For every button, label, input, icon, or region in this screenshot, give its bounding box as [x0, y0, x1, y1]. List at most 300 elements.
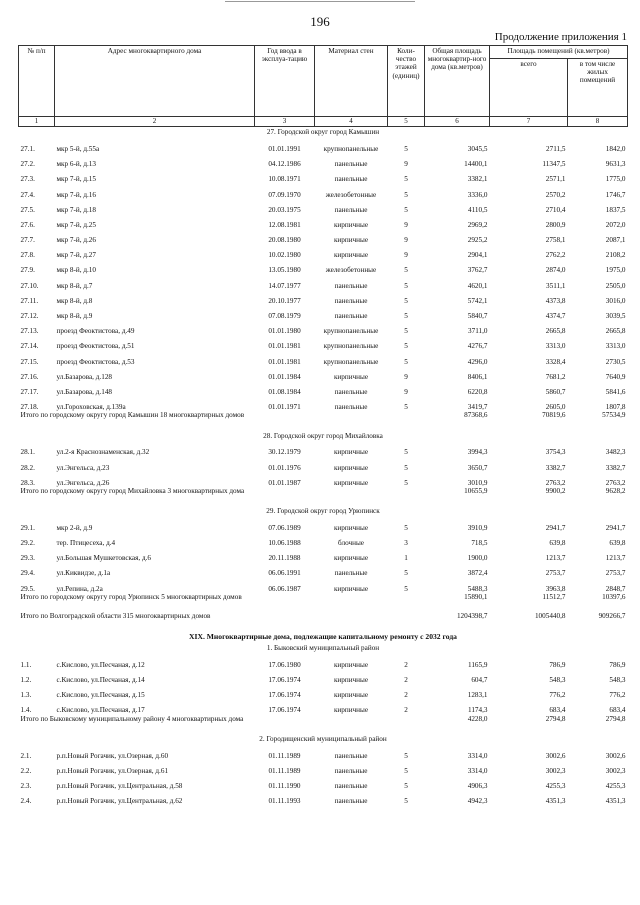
section-title: 2. Городищенский муниципальный район — [259, 735, 387, 744]
section-title-row — [19, 506, 628, 517]
total-area: 10655,9 — [464, 486, 488, 495]
row-premises-all: 11347,5 — [542, 160, 566, 169]
row-number: 27.16. — [20, 372, 39, 381]
continuation-note: Продолжение приложения 1 — [494, 31, 627, 43]
row-premises-all: 2605,0 — [545, 403, 566, 412]
row-material: кирпичные — [333, 463, 369, 472]
row-premises-residential: 2087,1 — [605, 236, 626, 245]
row-year: 01.11.1990 — [268, 781, 301, 790]
row-number: 27.4. — [20, 190, 35, 199]
row-floors: 2 — [404, 706, 408, 715]
row-number: 27.8. — [20, 251, 35, 260]
header-material: Материал стен — [315, 46, 388, 117]
row-premises-residential: 2730,5 — [605, 357, 626, 366]
row-address: ул.2-я Краснознаменская, д.32 — [56, 448, 150, 457]
row-total-area: 1174,3 — [468, 706, 488, 715]
row-number: 27.1. — [20, 144, 35, 153]
row-year: 07.09.1970 — [268, 190, 301, 199]
chapter-row — [19, 631, 628, 643]
table-row — [19, 547, 628, 562]
row-address: с.Кислово, ул.Песчаная, д.14 — [56, 676, 145, 685]
row-address: ул.Репина, д.2а — [56, 584, 103, 593]
table-header — [19, 46, 628, 127]
section-title-row — [19, 734, 628, 745]
total-premises-all: 11512,7 — [542, 592, 566, 601]
row-premises-all: 2763,2 — [545, 478, 566, 487]
row-number: 28.3. — [20, 478, 35, 487]
row-material: железобетонные — [325, 266, 377, 275]
table-row — [19, 184, 628, 199]
row-year: 14.07.1977 — [268, 281, 301, 290]
row-premises-residential: 3002,3 — [605, 766, 626, 775]
column-number: 1 — [19, 117, 55, 127]
header-number: № п/п — [19, 46, 55, 117]
row-number: 1.2. — [20, 676, 32, 685]
row-premises-residential: 5841,6 — [605, 387, 626, 396]
row-total-area: 3419,7 — [467, 403, 488, 412]
row-year: 30.12.1979 — [268, 448, 301, 457]
row-total-area: 2904,1 — [467, 251, 488, 260]
row-year: 20.08.1980 — [268, 236, 301, 245]
row-number: 29.4. — [20, 569, 35, 578]
table-row — [19, 214, 628, 229]
total-premises-all: 9900,2 — [545, 486, 566, 495]
header-premises-area: Площадь помещений (кв.метров) — [490, 46, 628, 59]
row-premises-all: 4351,3 — [545, 797, 566, 806]
row-premises-residential: 2763,2 — [605, 478, 626, 487]
total-area: 15890,1 — [464, 592, 488, 601]
row-year: 01.01.1981 — [268, 342, 301, 351]
row-material: кирпичные — [333, 691, 369, 700]
row-number: 29.1. — [20, 523, 35, 532]
row-premises-residential: 2848,7 — [605, 584, 626, 593]
row-premises-all: 2874,0 — [545, 266, 566, 275]
table-row — [19, 517, 628, 532]
row-premises-all: 3963,8 — [545, 584, 566, 593]
row-premises-all: 3002,3 — [545, 766, 566, 775]
row-premises-all: 2762,2 — [545, 251, 566, 260]
row-number: 27.17. — [20, 387, 39, 396]
row-material: панельные — [334, 797, 368, 806]
table-row — [19, 229, 628, 244]
row-total-area: 8406,1 — [467, 372, 488, 381]
table-row — [19, 366, 628, 381]
row-premises-residential: 2108,2 — [605, 251, 626, 260]
row-premises-residential: 1842,0 — [605, 144, 626, 153]
row-floors: 5 — [404, 205, 408, 214]
row-premises-all: 7681,2 — [545, 372, 566, 381]
row-total-area: 2925,2 — [467, 236, 488, 245]
row-year: 06.06.1991 — [268, 569, 301, 578]
row-address: мкр 7-й, д.26 — [56, 236, 96, 245]
region-total-premises-residential: 909266,7 — [598, 611, 626, 620]
row-total-area: 3711,0 — [468, 327, 488, 336]
region-total-label: Итого по Волгоградской области 315 многоквартирных домов — [20, 611, 211, 620]
row-address: мкр 8-й, д.7 — [56, 281, 93, 290]
row-premises-residential: 7640,9 — [605, 372, 626, 381]
row-floors: 5 — [404, 327, 408, 336]
row-floors: 5 — [404, 175, 408, 184]
row-floors: 5 — [404, 751, 408, 760]
row-floors: 5 — [404, 569, 408, 578]
row-material: панельные — [334, 160, 368, 169]
region-total-row — [19, 612, 628, 631]
row-number: 2.4. — [20, 797, 32, 806]
row-floors: 2 — [404, 691, 408, 700]
row-year: 04.12.1986 — [268, 160, 301, 169]
table-row — [19, 153, 628, 168]
row-address: с.Кислово, ул.Песчаная, д.12 — [56, 660, 145, 669]
row-total-area: 5488,3 — [467, 584, 488, 593]
row-floors: 9 — [404, 160, 408, 169]
row-material: кирпичные — [333, 236, 369, 245]
row-address: проезд Феоктистова, д.49 — [56, 327, 135, 336]
row-premises-all: 683,4 — [549, 706, 566, 715]
row-premises-residential: 683,4 — [609, 706, 626, 715]
table-row — [19, 290, 628, 305]
row-premises-residential: 3016,0 — [605, 296, 626, 305]
row-total-area: 1283,1 — [467, 691, 488, 700]
row-year: 06.06.1987 — [268, 584, 301, 593]
table-row — [19, 244, 628, 259]
row-premises-all: 3754,3 — [545, 448, 566, 457]
row-year: 13.05.1980 — [268, 266, 301, 275]
row-total-area: 3762,7 — [467, 266, 488, 275]
row-number: 27.10. — [20, 281, 39, 290]
row-floors: 5 — [404, 448, 408, 457]
row-material: панельные — [334, 296, 368, 305]
row-premises-all: 2665,8 — [545, 327, 566, 336]
row-floors: 5 — [404, 766, 408, 775]
row-year: 20.03.1975 — [268, 205, 301, 214]
column-number: 4 — [315, 117, 388, 127]
row-floors: 5 — [404, 296, 408, 305]
row-year: 17.06.1974 — [268, 676, 301, 685]
row-address: мкр 7-й, д.27 — [56, 251, 96, 260]
row-address: проезд Феоктистова, д.51 — [56, 342, 135, 351]
row-material: кирпичные — [333, 584, 369, 593]
section-title: 27. Городской округ город Камышин — [266, 128, 380, 137]
row-premises-all: 3313,0 — [545, 342, 566, 351]
column-number: 3 — [255, 117, 315, 127]
row-material: крупнопанельные — [323, 357, 379, 366]
row-total-area: 5840,7 — [467, 312, 488, 321]
total-premises-residential: 57534,9 — [602, 411, 626, 420]
row-premises-residential: 1746,7 — [605, 190, 626, 199]
row-floors: 5 — [404, 403, 408, 412]
row-year: 12.08.1981 — [268, 220, 301, 229]
row-year: 01.01.1971 — [268, 403, 301, 412]
row-material: кирпичные — [333, 372, 369, 381]
row-address: мкр 8-й, д.9 — [56, 312, 93, 321]
row-material: кирпичные — [333, 523, 369, 532]
table-row — [19, 396, 628, 411]
table-row — [19, 775, 628, 790]
row-address: ул.Гороховская, д.139а — [56, 403, 126, 412]
section-total-row — [19, 593, 628, 612]
total-premises-all: 2794,8 — [545, 714, 566, 723]
row-floors: 5 — [404, 781, 408, 790]
row-premises-all: 548,3 — [549, 676, 566, 685]
row-year: 20.11.1988 — [268, 554, 301, 563]
row-premises-all: 2570,2 — [545, 190, 566, 199]
row-premises-all: 2941,7 — [545, 523, 566, 532]
total-premises-residential: 2794,8 — [605, 714, 626, 723]
total-area: 4228,0 — [467, 714, 488, 723]
row-year: 17.06.1980 — [268, 660, 301, 669]
row-premises-residential: 3002,6 — [605, 751, 626, 760]
row-number: 27.3. — [20, 175, 35, 184]
row-number: 27.15. — [20, 357, 39, 366]
row-floors: 5 — [404, 281, 408, 290]
row-year: 07.06.1989 — [268, 523, 301, 532]
section-title: 29. Городской округ город Урюпинск — [266, 507, 380, 516]
row-premises-all: 3328,4 — [545, 357, 566, 366]
row-premises-all: 2800,9 — [545, 220, 566, 229]
section-title-row — [19, 643, 628, 654]
header-address: Адрес многоквартирного дома — [55, 46, 255, 117]
row-address: мкр 8-й, д.8 — [56, 296, 93, 305]
row-number: 27.5. — [20, 205, 35, 214]
row-premises-residential: 548,3 — [609, 676, 626, 685]
row-floors: 5 — [404, 144, 408, 153]
top-rule — [225, 1, 415, 2]
housing-table — [18, 45, 628, 805]
row-address: мкр 7-й, д.15 — [56, 175, 96, 184]
row-address: мкр 7-й, д.25 — [56, 220, 96, 229]
row-year: 10.02.1980 — [268, 251, 301, 260]
row-year: 01.01.1991 — [268, 144, 301, 153]
row-total-area: 4276,7 — [467, 342, 488, 351]
row-material: железобетонные — [325, 190, 377, 199]
row-premises-all: 2753,7 — [545, 569, 566, 578]
row-year: 01.08.1984 — [268, 387, 301, 396]
row-year: 01.11.1993 — [268, 797, 301, 806]
row-material: панельные — [334, 569, 368, 578]
row-address: тер. Птицесеха, д.4 — [56, 539, 116, 548]
row-total-area: 6220,8 — [467, 387, 488, 396]
row-total-area: 3045,5 — [467, 144, 488, 153]
column-number: 5 — [388, 117, 425, 127]
row-address: р.п.Новый Рогачик, ул.Центральная, д.58 — [56, 781, 183, 790]
column-number: 7 — [490, 117, 568, 127]
row-floors: 5 — [404, 357, 408, 366]
table-row — [19, 684, 628, 699]
row-year: 01.01.1987 — [268, 478, 301, 487]
row-year: 17.06.1974 — [268, 706, 301, 715]
row-number: 27.13. — [20, 327, 39, 336]
row-address: проезд Феоктистова, д.53 — [56, 357, 135, 366]
total-label: Итого по городскому округу город Камышин 18 многоквартирных домов — [20, 411, 245, 420]
row-address: р.п.Новый Рогачик, ул.Центральная, д.62 — [56, 797, 183, 806]
row-material: кирпичные — [333, 448, 369, 457]
row-material: крупнопанельные — [323, 144, 379, 153]
table-row — [19, 351, 628, 366]
row-total-area: 3650,7 — [467, 463, 488, 472]
row-number: 29.5. — [20, 584, 35, 593]
row-address: ул.Базарова, д.128 — [56, 372, 113, 381]
row-material: панельные — [334, 312, 368, 321]
row-premises-all: 4373,8 — [545, 296, 566, 305]
row-total-area: 4906,3 — [467, 781, 488, 790]
row-premises-residential: 1837,5 — [605, 205, 626, 214]
row-number: 2.3. — [20, 781, 32, 790]
row-year: 10.08.1971 — [268, 175, 301, 184]
row-total-area: 3336,0 — [467, 190, 488, 199]
row-total-area: 3314,0 — [467, 766, 488, 775]
row-total-area: 2969,2 — [467, 220, 488, 229]
row-material: панельные — [334, 175, 368, 184]
table-row — [19, 669, 628, 684]
row-address: мкр 5-й, д.55а — [56, 144, 100, 153]
row-number: 27.6. — [20, 220, 35, 229]
row-number: 2.2. — [20, 766, 32, 775]
row-total-area: 5742,1 — [467, 296, 488, 305]
table-row — [19, 654, 628, 669]
row-material: кирпичные — [333, 706, 369, 715]
row-material: крупнопанельные — [323, 327, 379, 336]
row-address: р.п.Новый Рогачик, ул.Озерная, д.61 — [56, 766, 169, 775]
row-material: кирпичные — [333, 251, 369, 260]
row-premises-residential: 2753,7 — [605, 569, 626, 578]
row-premises-residential: 1975,0 — [605, 266, 626, 275]
row-year: 07.08.1979 — [268, 312, 301, 321]
row-number: 27.7. — [20, 236, 35, 245]
total-label: Итого по Быковскому муниципальному району 4 многоквартирных дома — [20, 714, 244, 723]
row-number: 27.12. — [20, 312, 39, 321]
total-label: Итого по городскому округу город Михайловка 3 многоквартирных дома — [20, 486, 245, 495]
table-row — [19, 563, 628, 578]
row-total-area: 14400,1 — [464, 160, 488, 169]
row-number: 27.18. — [20, 403, 39, 412]
table-row — [19, 760, 628, 775]
page-number: 196 — [310, 14, 330, 29]
header-column-numbers — [19, 117, 628, 127]
row-total-area: 3010,9 — [467, 478, 488, 487]
table-row — [19, 790, 628, 805]
row-premises-residential: 9631,3 — [605, 160, 626, 169]
row-year: 01.01.1984 — [268, 372, 301, 381]
row-floors: 5 — [404, 797, 408, 806]
table-body — [19, 127, 628, 806]
column-number: 6 — [425, 117, 490, 127]
row-address: мкр 8-й, д.10 — [56, 266, 96, 275]
row-premises-residential: 786,9 — [609, 660, 626, 669]
row-number: 1.1. — [20, 660, 32, 669]
row-address: мкр 2-й, д.9 — [56, 523, 93, 532]
total-premises-residential: 10397,6 — [602, 592, 626, 601]
table-row — [19, 745, 628, 760]
row-address: ул.Энгельса, д.23 — [56, 463, 110, 472]
row-material: панельные — [334, 751, 368, 760]
table-row — [19, 441, 628, 456]
row-material: блочные — [338, 539, 364, 548]
header-year: Год ввода в эксплуа-тацию — [255, 46, 315, 117]
row-premises-residential: 639,8 — [609, 539, 626, 548]
row-material: кирпичные — [333, 220, 369, 229]
column-number: 2 — [55, 117, 255, 127]
row-premises-all: 2710,4 — [545, 205, 566, 214]
table-row — [19, 138, 628, 153]
region-total-area: 1204398,7 — [456, 611, 488, 620]
row-material: панельные — [334, 281, 368, 290]
row-number: 29.2. — [20, 539, 35, 548]
row-floors: 5 — [404, 523, 408, 532]
row-premises-all: 3382,7 — [545, 463, 566, 472]
section-title-row — [19, 430, 628, 441]
row-number: 27.14. — [20, 342, 39, 351]
row-total-area: 604,7 — [471, 676, 488, 685]
row-floors: 9 — [404, 251, 408, 260]
total-premises-residential: 9628,2 — [605, 486, 626, 495]
table-row — [19, 472, 628, 487]
table-row — [19, 381, 628, 396]
row-floors: 1 — [404, 554, 408, 563]
table-row — [19, 457, 628, 472]
row-address: мкр 6-й, д.13 — [56, 160, 96, 169]
table-row — [19, 699, 628, 714]
row-year: 10.06.1988 — [268, 539, 301, 548]
row-premises-residential: 3313,0 — [605, 342, 626, 351]
row-address: р.п.Новый Рогачик, ул.Озерная, д.60 — [56, 751, 169, 760]
row-number: 2.1. — [20, 751, 32, 760]
row-address: ул.Киквидзе, д.1а — [56, 569, 111, 578]
row-address: с.Кислово, ул.Песчаная, д.17 — [56, 706, 145, 715]
row-total-area: 1900,0 — [467, 554, 488, 563]
row-total-area: 3994,3 — [467, 448, 488, 457]
row-premises-residential: 3482,3 — [605, 448, 626, 457]
row-total-area: 4942,3 — [467, 797, 488, 806]
section-title-row — [19, 127, 628, 139]
row-material: панельные — [334, 387, 368, 396]
row-total-area: 4620,1 — [467, 281, 488, 290]
row-floors: 5 — [404, 342, 408, 351]
row-year: 01.11.1989 — [268, 766, 301, 775]
row-year: 17.06.1974 — [268, 691, 301, 700]
row-total-area: 3382,1 — [467, 175, 488, 184]
row-floors: 5 — [404, 584, 408, 593]
table-row — [19, 168, 628, 183]
row-material: панельные — [334, 403, 368, 412]
row-year: 01.01.1980 — [268, 327, 301, 336]
row-floors: 9 — [404, 372, 408, 381]
section-total-row — [19, 487, 628, 506]
row-premises-all: 5860,7 — [545, 387, 566, 396]
row-number: 27.2. — [20, 160, 35, 169]
row-premises-all: 786,9 — [549, 660, 566, 669]
section-total-row — [19, 715, 628, 734]
row-premises-residential: 776,2 — [609, 691, 626, 700]
row-address: ул.Энгельса, д.26 — [56, 478, 110, 487]
row-floors: 5 — [404, 266, 408, 275]
row-material: кирпичные — [333, 554, 369, 563]
chapter-title: XIX. Многоквартирные дома, подлежащие капитальному ремонту с 2032 года — [189, 631, 457, 641]
row-address: с.Кислово, ул.Песчаная, д.15 — [56, 691, 145, 700]
row-floors: 5 — [404, 478, 408, 487]
row-premises-residential: 3039,5 — [605, 312, 626, 321]
row-floors: 5 — [404, 312, 408, 321]
row-premises-residential: 2072,0 — [605, 220, 626, 229]
row-premises-residential: 4351,3 — [605, 797, 626, 806]
row-address: ул.Базарова, д.148 — [56, 387, 113, 396]
table-row — [19, 260, 628, 275]
table-row — [19, 305, 628, 320]
row-number: 28.1. — [20, 448, 35, 457]
section-title: 1. Быковский муниципальный район — [266, 644, 380, 653]
row-total-area: 4110,5 — [468, 205, 488, 214]
table-row — [19, 199, 628, 214]
row-material: панельные — [334, 205, 368, 214]
